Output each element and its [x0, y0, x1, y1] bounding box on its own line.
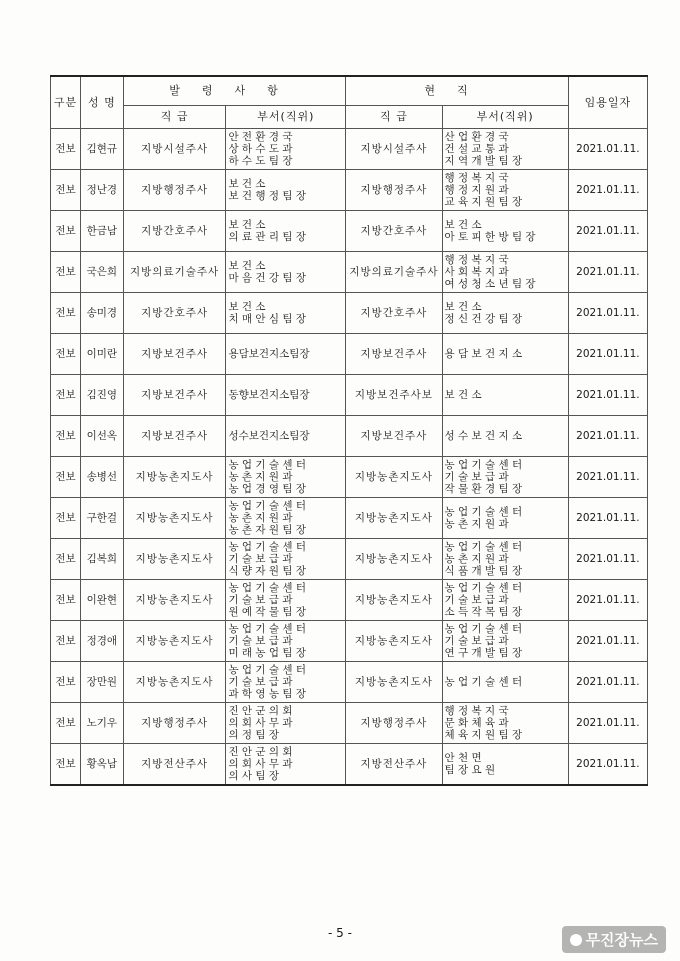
cell-name: 이선옥 [80, 416, 123, 457]
dept-line: 농 업 기 술 센 터 [228, 541, 306, 553]
dept-line: 아 토 피 한 방 팀 장 [444, 231, 536, 243]
cell-grade-new: 지방간호주사 [123, 211, 226, 252]
table-row [51, 744, 648, 786]
cell-date: 2021.01.11. [568, 539, 647, 580]
cell-name: 장만원 [80, 662, 123, 703]
cell-dept-new [226, 416, 346, 457]
dept-line: 농 업 기 술 센 터 [228, 459, 306, 471]
dept-line: 농 업 기 술 센 터 [444, 459, 523, 471]
dept-line: 기 술 보 급 과 [228, 594, 293, 606]
cell-dept-new [226, 293, 346, 334]
dept-line: 의 회 사 무 과 [228, 758, 293, 770]
dept-line: 교 육 지 원 팀 장 [444, 196, 523, 208]
dept-line: 상 하 수 도 과 [228, 143, 293, 155]
cell-grade-cur: 지방보건주사 [346, 416, 442, 457]
cell-grade-cur: 지방농촌지도사 [346, 498, 442, 539]
dept-line: 기 술 보 급 과 [444, 471, 509, 483]
cell-dept-cur [442, 416, 568, 457]
cell-date: 2021.01.11. [568, 744, 647, 786]
cell-grade-cur: 지방농촌지도사 [346, 457, 442, 498]
dept-line: 행 정 복 지 국 [444, 172, 509, 184]
dept-line: 농 촌 지 원 과 [228, 471, 293, 483]
header-date: 임용일자 [568, 76, 647, 129]
cell-name: 송미경 [80, 293, 123, 334]
dept-line: 기 술 보 급 과 [228, 635, 293, 647]
dept-line: 보 건 소 [228, 178, 266, 190]
table-row [51, 580, 648, 621]
table-row [51, 170, 648, 211]
header-type: 구분 [51, 76, 81, 129]
dept-line: 사 회 복 지 과 [444, 266, 509, 278]
cell-date: 2021.01.11. [568, 416, 647, 457]
dept-line: 미 래 농 업 팀 장 [228, 647, 306, 659]
cell-dept-new [226, 457, 346, 498]
cell-dept-cur [442, 580, 568, 621]
cell-name: 정경애 [80, 621, 123, 662]
cell-dept-cur [442, 252, 568, 293]
dept-line: 안 천 면 [444, 752, 482, 764]
dept-line: 농 촌 지 원 과 [444, 518, 509, 530]
cell-type: 전보 [51, 334, 81, 375]
cell-grade-new: 지방시설주사 [123, 129, 226, 170]
table-row [51, 211, 648, 252]
dept-line: 기 술 보 급 과 [444, 594, 509, 606]
table-row [51, 703, 648, 744]
cell-date: 2021.01.11. [568, 498, 647, 539]
cell-dept-new [226, 170, 346, 211]
cell-grade-new: 지방농촌지도사 [123, 498, 226, 539]
cell-type: 전보 [51, 498, 81, 539]
cell-type: 전보 [51, 580, 81, 621]
dept-line: 보 건 소 [228, 219, 266, 231]
cell-date: 2021.01.11. [568, 170, 647, 211]
cell-date: 2021.01.11. [568, 662, 647, 703]
dept-line: 보 건 소 [444, 301, 482, 313]
cell-dept-cur [442, 375, 568, 416]
cell-dept-cur [442, 293, 568, 334]
dept-line: 농 업 기 술 센 터 [444, 623, 523, 635]
cell-dept-new [226, 498, 346, 539]
header-row-top [51, 76, 648, 106]
table-row [51, 416, 648, 457]
cell-grade-cur: 지방농촌지도사 [346, 539, 442, 580]
table-row [51, 252, 648, 293]
dept-line: 진 안 군 의 회 [228, 705, 293, 717]
cell-grade-new: 지방농촌지도사 [123, 457, 226, 498]
header-grade-cur: 직 급 [346, 106, 442, 129]
cell-dept-new [226, 621, 346, 662]
cell-grade-cur: 지방보건주사보 [346, 375, 442, 416]
personnel-roster-table [50, 75, 648, 786]
dept-line: 기 술 보 급 과 [228, 553, 293, 565]
table-row [51, 129, 648, 170]
dept-line: 농 업 경 영 팀 장 [228, 483, 306, 495]
cell-grade-new: 지방행정주사 [123, 703, 226, 744]
dept-line: 농 업 기 술 센 터 [228, 623, 306, 635]
table-row [51, 375, 648, 416]
dept-line: 진 안 군 의 회 [228, 746, 293, 758]
cell-dept-cur [442, 498, 568, 539]
dept-line: 농 업 기 술 센 터 [444, 506, 523, 518]
cell-grade-cur: 지방간호주사 [346, 293, 442, 334]
cell-date: 2021.01.11. [568, 621, 647, 662]
header-dept-cur: 부서(직위) [442, 106, 568, 129]
cell-dept-cur [442, 703, 568, 744]
cell-type: 전보 [51, 416, 81, 457]
table-row [51, 334, 648, 375]
cell-grade-cur: 지방농촌지도사 [346, 621, 442, 662]
cell-date: 2021.01.11. [568, 334, 647, 375]
cell-date: 2021.01.11. [568, 211, 647, 252]
cell-dept-new [226, 539, 346, 580]
dept-line: 과 학 영 농 팀 장 [228, 688, 306, 700]
dept-line: 식 량 자 원 팀 장 [228, 565, 306, 577]
dept-line: 보 건 소 [444, 389, 482, 401]
cell-name: 국은희 [80, 252, 123, 293]
dept-line: 의 회 사 무 과 [228, 717, 293, 729]
dept-line: 동향보건지소팀장 [228, 389, 310, 401]
dept-line: 농 업 기 술 센 터 [444, 676, 523, 688]
cell-dept-new [226, 211, 346, 252]
cell-grade-cur: 지방농촌지도사 [346, 580, 442, 621]
cell-grade-new: 지방보건주사 [123, 334, 226, 375]
cell-grade-new: 지방행정주사 [123, 170, 226, 211]
dept-line: 농 촌 자 원 팀 장 [228, 524, 306, 536]
watermark-logo [562, 926, 666, 953]
table-row [51, 621, 648, 662]
cell-dept-cur [442, 457, 568, 498]
dept-line: 건 설 교 통 과 [444, 143, 509, 155]
cell-grade-new: 지방농촌지도사 [123, 662, 226, 703]
cell-type: 전보 [51, 293, 81, 334]
cell-grade-new: 지방농촌지도사 [123, 539, 226, 580]
dept-line: 의 정 팀 장 [228, 729, 280, 741]
cell-name: 송병선 [80, 457, 123, 498]
logo-icon [570, 934, 582, 946]
cell-name: 황옥남 [80, 744, 123, 786]
cell-type: 전보 [51, 129, 81, 170]
cell-name: 이완현 [80, 580, 123, 621]
cell-dept-new [226, 252, 346, 293]
cell-grade-new: 지방보건주사 [123, 416, 226, 457]
dept-line: 여 성 청 소 년 팀 장 [444, 278, 536, 290]
cell-name: 김현규 [80, 129, 123, 170]
cell-name: 정난경 [80, 170, 123, 211]
cell-grade-cur: 지방의료기술주사 [346, 252, 442, 293]
dept-line: 체 육 지 원 팀 장 [444, 729, 523, 741]
cell-date: 2021.01.11. [568, 703, 647, 744]
cell-date: 2021.01.11. [568, 457, 647, 498]
table-row [51, 662, 648, 703]
dept-line: 농 업 기 술 센 터 [444, 541, 523, 553]
cell-type: 전보 [51, 457, 81, 498]
cell-grade-cur: 지방행정주사 [346, 170, 442, 211]
cell-grade-cur: 지방간호주사 [346, 211, 442, 252]
roster-body [51, 129, 648, 786]
dept-line: 행 정 지 원 과 [444, 184, 509, 196]
cell-grade-new: 지방농촌지도사 [123, 621, 226, 662]
cell-date: 2021.01.11. [568, 375, 647, 416]
cell-type: 전보 [51, 211, 81, 252]
header-dept-new: 부서(직위) [226, 106, 346, 129]
dept-line: 원 예 작 물 팀 장 [228, 606, 306, 618]
dept-line: 보 건 행 정 팀 장 [228, 190, 306, 202]
cell-dept-new [226, 580, 346, 621]
cell-type: 전보 [51, 621, 81, 662]
dept-line: 성 수 보 건 지 소 [444, 430, 523, 442]
dept-line: 성수보건지소팀장 [228, 430, 310, 442]
cell-grade-cur: 지방보건주사 [346, 334, 442, 375]
cell-dept-cur [442, 662, 568, 703]
header-grade-new: 직 급 [123, 106, 226, 129]
dept-line: 정 신 건 강 팀 장 [444, 313, 523, 325]
dept-line: 행 정 복 지 국 [444, 254, 509, 266]
cell-dept-new [226, 703, 346, 744]
table-row [51, 457, 648, 498]
cell-type: 전보 [51, 539, 81, 580]
cell-dept-cur [442, 129, 568, 170]
header-issued: 발령사항 [123, 76, 346, 106]
cell-type: 전보 [51, 744, 81, 786]
dept-line: 농 업 기 술 센 터 [228, 582, 306, 594]
dept-line: 용 담 보 건 지 소 [444, 348, 523, 360]
cell-grade-new: 지방보건주사 [123, 375, 226, 416]
dept-line: 농 업 기 술 센 터 [228, 664, 306, 676]
dept-line: 기 술 보 급 과 [228, 676, 293, 688]
cell-name: 이미란 [80, 334, 123, 375]
dept-line: 식 품 개 발 팀 장 [444, 565, 523, 577]
dept-line: 의 사 팀 장 [228, 770, 280, 782]
cell-grade-cur: 지방행정주사 [346, 703, 442, 744]
cell-grade-cur: 지방농촌지도사 [346, 662, 442, 703]
cell-name: 구한걸 [80, 498, 123, 539]
cell-type: 전보 [51, 703, 81, 744]
cell-date: 2021.01.11. [568, 129, 647, 170]
cell-grade-cur: 지방시설주사 [346, 129, 442, 170]
cell-dept-cur [442, 211, 568, 252]
dept-line: 치 매 안 심 팀 장 [228, 313, 306, 325]
dept-line: 농 촌 지 원 과 [444, 553, 509, 565]
cell-date: 2021.01.11. [568, 580, 647, 621]
dept-line: 농 촌 지 원 과 [228, 512, 293, 524]
dept-line: 작 물 환 경 팀 장 [444, 483, 523, 495]
cell-dept-cur [442, 334, 568, 375]
dept-line: 연 구 개 발 팀 장 [444, 647, 523, 659]
cell-dept-cur [442, 539, 568, 580]
table-row [51, 539, 648, 580]
cell-dept-new [226, 744, 346, 786]
dept-line: 마 음 건 강 팀 장 [228, 272, 306, 284]
cell-grade-new: 지방의료기술주사 [123, 252, 226, 293]
dept-line: 지 역 개 발 팀 장 [444, 155, 523, 167]
cell-dept-new [226, 334, 346, 375]
dept-line: 보 건 소 [228, 260, 266, 272]
page-number: - 5 - [328, 926, 352, 940]
cell-type: 전보 [51, 252, 81, 293]
cell-name: 노기우 [80, 703, 123, 744]
dept-line: 보 건 소 [444, 219, 482, 231]
cell-type: 전보 [51, 170, 81, 211]
cell-grade-cur: 지방전산주사 [346, 744, 442, 786]
cell-date: 2021.01.11. [568, 293, 647, 334]
table-row [51, 498, 648, 539]
cell-date: 2021.01.11. [568, 252, 647, 293]
cell-name: 김복희 [80, 539, 123, 580]
cell-grade-new: 지방전산주사 [123, 744, 226, 786]
dept-line: 행 정 복 지 국 [444, 705, 509, 717]
dept-line: 의 료 관 리 팀 장 [228, 231, 306, 243]
cell-dept-new [226, 375, 346, 416]
cell-name: 한금남 [80, 211, 123, 252]
cell-grade-new: 지방간호주사 [123, 293, 226, 334]
header-name: 성 명 [80, 76, 123, 129]
dept-line: 하 수 도 팀 장 [228, 155, 293, 167]
cell-type: 전보 [51, 662, 81, 703]
dept-line: 안 전 환 경 국 [228, 131, 293, 143]
cell-dept-new [226, 129, 346, 170]
dept-line: 기 술 보 급 과 [444, 635, 509, 647]
cell-dept-new [226, 662, 346, 703]
watermark-text: 무진장뉴스 [585, 931, 658, 949]
dept-line: 농 업 기 술 센 터 [444, 582, 523, 594]
cell-name: 김진영 [80, 375, 123, 416]
header-current: 현직 [346, 76, 569, 106]
cell-dept-cur [442, 621, 568, 662]
table-row [51, 293, 648, 334]
dept-line: 소 득 작 목 팀 장 [444, 606, 523, 618]
cell-dept-cur [442, 744, 568, 786]
dept-line: 팀 장 요 원 [444, 764, 496, 776]
dept-line: 산 업 환 경 국 [444, 131, 509, 143]
header-row-sub [51, 106, 648, 129]
dept-line: 농 업 기 술 센 터 [228, 500, 306, 512]
cell-dept-cur [442, 170, 568, 211]
cell-grade-new: 지방농촌지도사 [123, 580, 226, 621]
dept-line: 보 건 소 [228, 301, 266, 313]
cell-type: 전보 [51, 375, 81, 416]
dept-line: 용담보건지소팀장 [228, 348, 310, 360]
dept-line: 문 화 체 육 과 [444, 717, 509, 729]
